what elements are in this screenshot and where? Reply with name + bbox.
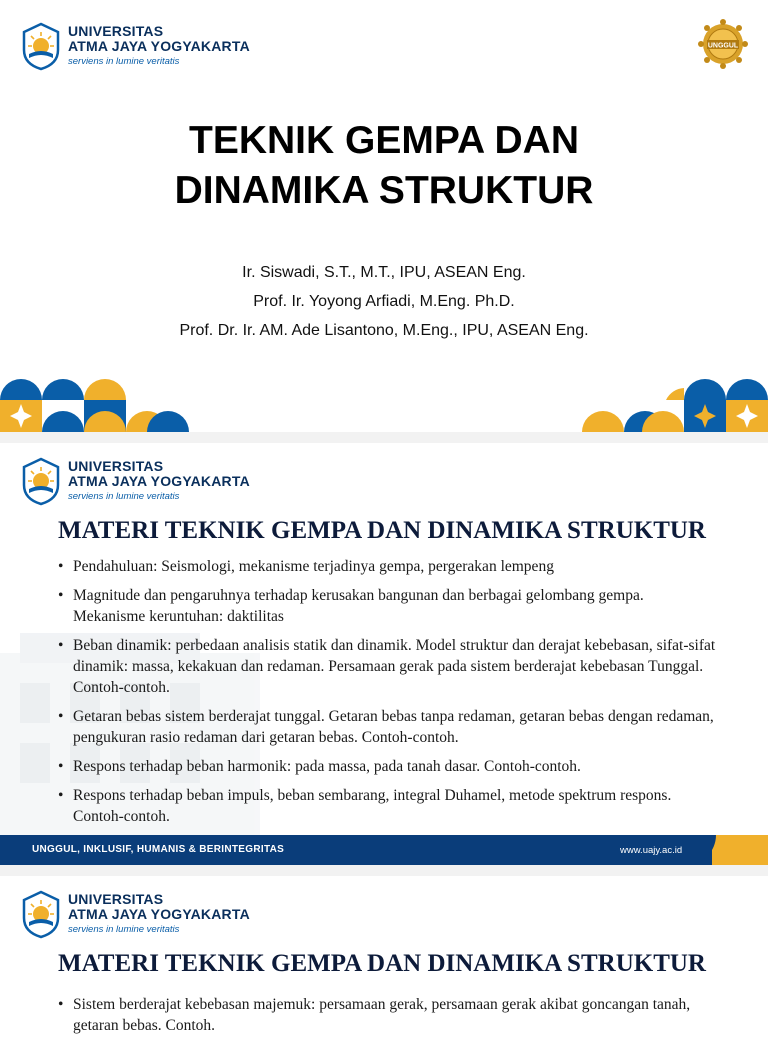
badge-label: UNGGUL [707,42,739,50]
slide-heading: MATERI TEKNIK GEMPA DAN DINAMIKA STRUKTUR [58,950,706,977]
decorative-pattern-left [0,368,190,432]
author-list [0,258,768,345]
list-item: • Sistem berderajat kebebasan majemuk: persamaan gerak, persamaan gerak akibat goncangan tanah, getaran bebas. Contoh. [58,994,718,1036]
footer-motto: UNGGUL, INKLUSIF, HUMANIS & BERINTEGRITAS [32,844,285,855]
university-logo [20,890,270,940]
presentation-title [0,116,768,216]
title-line2: DINAMIKA STRUKTUR [174,169,594,212]
university-emblem-icon [20,890,62,938]
slide-title [0,0,768,432]
footer-url: www.uajy.ac.id [620,845,683,856]
university-logo [20,22,270,72]
slide-materi-1 [0,443,768,865]
slide-heading: MATERI TEKNIK GEMPA DAN DINAMIKA STRUKTUR [58,517,706,544]
university-name-line2: ATMA JAYA YOGYAKARTA [68,473,250,489]
topic-list [58,994,718,1044]
author-2: Prof. Ir. Yoyong Arfiadi, M.Eng. Ph.D. [253,293,515,310]
list-item: • Respons terhadap beban harmonik: pada massa, pada tanah dasar. Contoh-contoh. [58,756,718,777]
author-3: Prof. Dr. Ir. AM. Ade Lisantono, M.Eng., IPU, ASEAN Eng. [179,322,589,339]
university-name-line1: UNIVERSITAS [68,891,164,907]
unggul-seal-icon [697,18,749,70]
university-name-line2: ATMA JAYA YOGYAKARTA [68,906,250,922]
university-logo [20,457,270,507]
university-emblem-icon [20,457,62,505]
university-motto: serviens in lumine veritatis [68,56,180,67]
author-1: Ir. Siswadi, S.T., M.T., IPU, ASEAN Eng. [242,264,526,281]
list-item: • Respons terhadap beban impuls, beban sembarang, integral Duhamel, metode spektrum respons. Contoh-contoh. [58,785,718,827]
university-name-line1: UNIVERSITAS [68,458,164,474]
slide-footer [0,835,768,865]
list-item: • Magnitude dan pengaruhnya terhadap kerusakan bangunan dan berbagai gelombang gempa. Mekanisme keruntuhan: daktilitas [58,585,718,627]
university-name-line2: ATMA JAYA YOGYAKARTA [68,38,250,54]
list-item: • Beban dinamik: perbedaan analisis statik dan dinamik. Model struktur dan derajat kebebasan, sifat-sifat dinamik: massa, kekakuan dan redaman. Persamaan gerak pada sistem berderajat kebebasan Tunggal. Contoh-contoh. [58,635,718,698]
decorative-pattern-right [582,368,768,432]
university-emblem-icon [20,22,62,70]
list-item: • Pendahuluan: Seismologi, mekanisme terjadinya gempa, pergerakan lempeng [58,556,718,577]
slide-separator [0,432,768,443]
university-name-line1: UNIVERSITAS [68,23,164,39]
slide-separator [0,865,768,876]
university-motto: serviens in lumine veritatis [68,924,180,935]
title-line1: TEKNIK GEMPA DAN [189,119,579,162]
accreditation-badge [697,18,749,70]
university-motto: serviens in lumine veritatis [68,491,180,502]
slide-materi-2 [0,876,768,1034]
list-item: • Getaran bebas sistem berderajat tunggal. Getaran bebas tanpa redaman, getaran bebas dengan redaman, pengukuran rasio redaman dari getaran bebas. Contoh-contoh. [58,706,718,748]
topic-list [58,556,718,835]
